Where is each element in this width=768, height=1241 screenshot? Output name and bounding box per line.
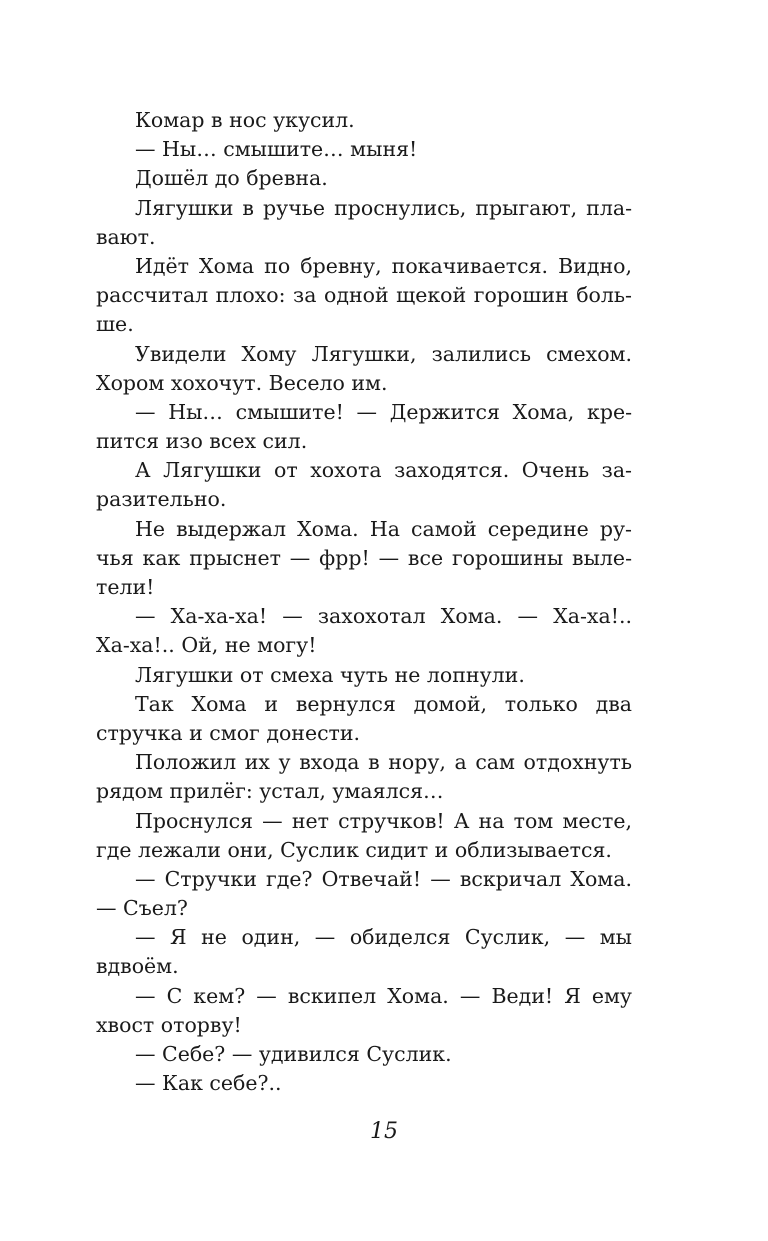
text-line: — Ны… смышите! — Держится Хома, кре-	[135, 399, 632, 424]
text-line: Не выдержал Хома. На самой середине ру-	[135, 516, 632, 541]
text-line: где лежали они, Суслик сидит и облизывается.	[96, 837, 612, 862]
text-line: ше.	[96, 312, 134, 337]
text-line: рассчитал плохо: за одной щекой горошин боль-	[96, 283, 632, 308]
text-line: Лягушки в ручье проснулись, прыгают, пла-	[135, 195, 632, 220]
text-line: — Съел?	[96, 896, 188, 921]
text-line: Хором хохочут. Весело им.	[96, 370, 388, 395]
text-line: — Себе? — удивился Суслик.	[135, 1042, 452, 1066]
text-line: А Лягушки от хохота заходятся. Очень за-	[135, 458, 632, 483]
text-line: Увидели Хому Лягушки, залились смехом.	[135, 341, 632, 366]
book-page-text	[96, 106, 632, 1098]
text-line: — Я не один, — обиделся Суслик, — мы	[135, 925, 632, 950]
text-line: Лягушки от смеха чуть не лопнули.	[135, 662, 525, 687]
text-line: хвост оторву!	[96, 1012, 242, 1037]
text-line: — Стручки где? Отвечай! — вскричал Хома.	[135, 866, 632, 891]
text-line: Ха-ха!.. Ой, не могу!	[96, 633, 317, 658]
text-line: вают.	[96, 224, 156, 249]
text-line: — Ны… смышите… мыня!	[135, 137, 418, 162]
text-line: чья как прыснет — фрр! — все горошины выле-	[96, 545, 632, 570]
text-line: — Ха-ха-ха! — захохотал Хома. — Ха-ха!..	[135, 604, 632, 629]
text-line: стручка и смог донести.	[96, 720, 361, 745]
text-line: рядом прилёг: устал, умаялся…	[96, 779, 444, 804]
text-line: вдвоём.	[96, 954, 179, 979]
text-line: — С кем? — вскипел Хома. — Веди! Я ему	[135, 983, 632, 1008]
page-number: 15	[370, 1119, 398, 1144]
text-line: Комар в нос укусил.	[135, 108, 355, 132]
text-line: Дошёл до бревна.	[135, 166, 328, 191]
text-line: Проснулся — нет стручков! А на том месте,	[135, 808, 632, 833]
text-line: — Как себе?..	[135, 1071, 282, 1096]
text-line: тели!	[96, 575, 155, 599]
text-line: разительно.	[96, 487, 227, 512]
text-line: Положил их у входа в нору, а сам отдохнуть	[135, 750, 632, 775]
text-line: Идёт Хома по бревну, покачивается. Видно,	[135, 253, 632, 278]
text-line: пится изо всех сил.	[96, 429, 308, 454]
text-line: Так Хома и вернулся домой, только два	[135, 691, 632, 716]
